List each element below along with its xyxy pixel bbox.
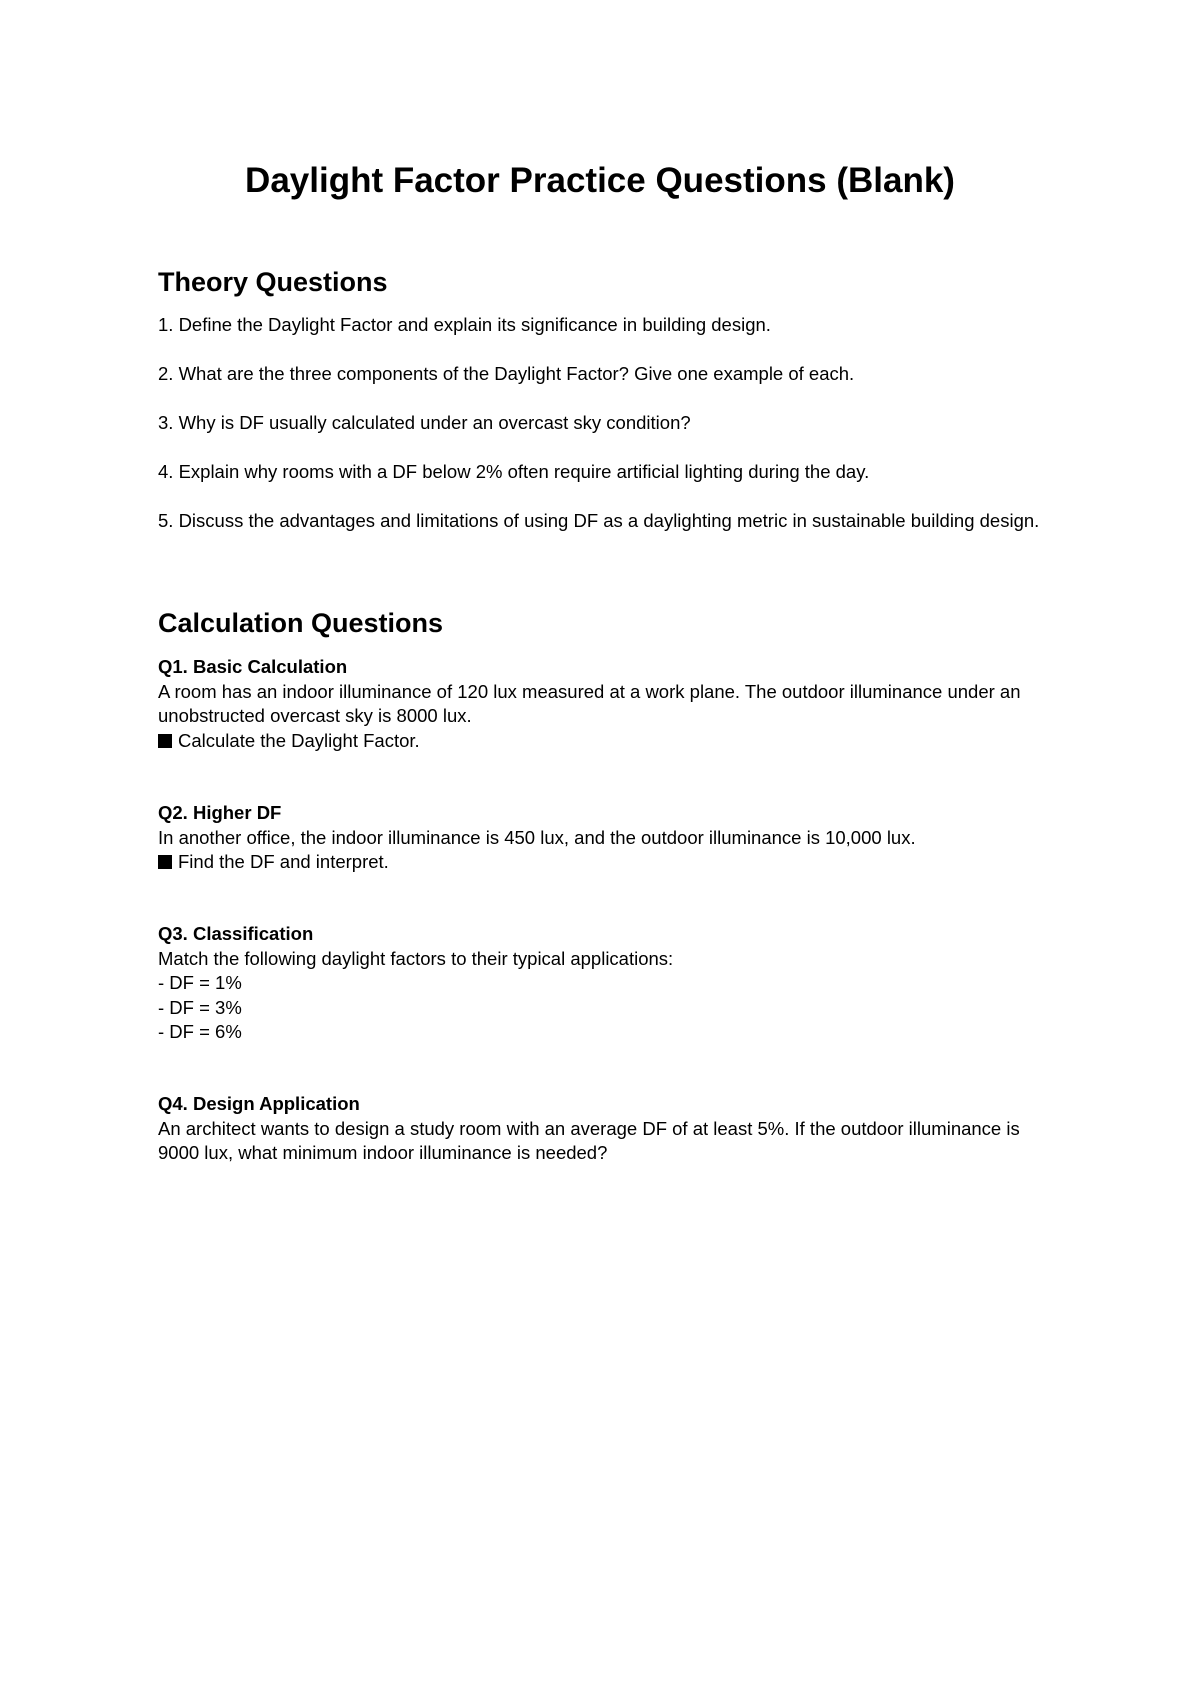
square-bullet-icon [158,734,172,748]
q1-task-line [158,729,1058,754]
theory-question-4: 4. Explain why rooms with a DF below 2% often require artificial lighting during the day. [158,461,870,482]
q1-task: Calculate the Daylight Factor. [178,729,420,751]
square-bullet-icon [158,855,172,869]
theory-question-1: 1. Define the Daylight Factor and explain its significance in building design. [158,314,771,335]
calc-question-3 [158,922,1058,1045]
calc-question-1 [158,655,1058,753]
q3-option-2: - DF = 3% [158,996,242,1018]
theory-question-5: 5. Discuss the advantages and limitations of using DF as a daylighting metric in sustainable building design. [158,510,1040,531]
calc-question-2 [158,801,1058,875]
q1-title: Q1. Basic Calculation [158,656,348,677]
calc-question-4 [158,1092,1058,1166]
q3-text: Match the following daylight factors to their typical applications: [158,947,674,969]
q2-title: Q2. Higher DF [158,802,282,823]
q1-text: A room has an indoor illuminance of 120 lux measured at a work plane. The outdoor illuminance under an unobstructed overcast sky is 8000 lux. [158,680,1021,726]
theory-heading: Theory Questions [158,267,388,297]
q3-option-3: - DF = 6% [158,1021,242,1042]
q3-title: Q3. Classification [158,923,314,944]
theory-question-2: 2. What are the three components of the Daylight Factor? Give one example of each. [158,363,855,384]
q2-text: In another office, the indoor illuminance is 450 lux, and the outdoor illuminance is 10,000 lux. [158,826,916,848]
q4-title: Q4. Design Application [158,1093,360,1114]
q3-option-1: - DF = 1% [158,972,242,993]
q4-text: An architect wants to design a study room with an average DF of at least 5%. If the outdoor illuminance is 9000 lux, what minimum indoor illuminance is needed? [158,1117,1020,1163]
q2-task-line [158,850,1058,875]
theory-question-3: 3. Why is DF usually calculated under an overcast sky condition? [158,412,691,433]
calculation-heading: Calculation Questions [158,608,444,638]
q2-task: Find the DF and interpret. [178,851,389,872]
page-title: Daylight Factor Practice Questions (Blank) [245,161,955,200]
